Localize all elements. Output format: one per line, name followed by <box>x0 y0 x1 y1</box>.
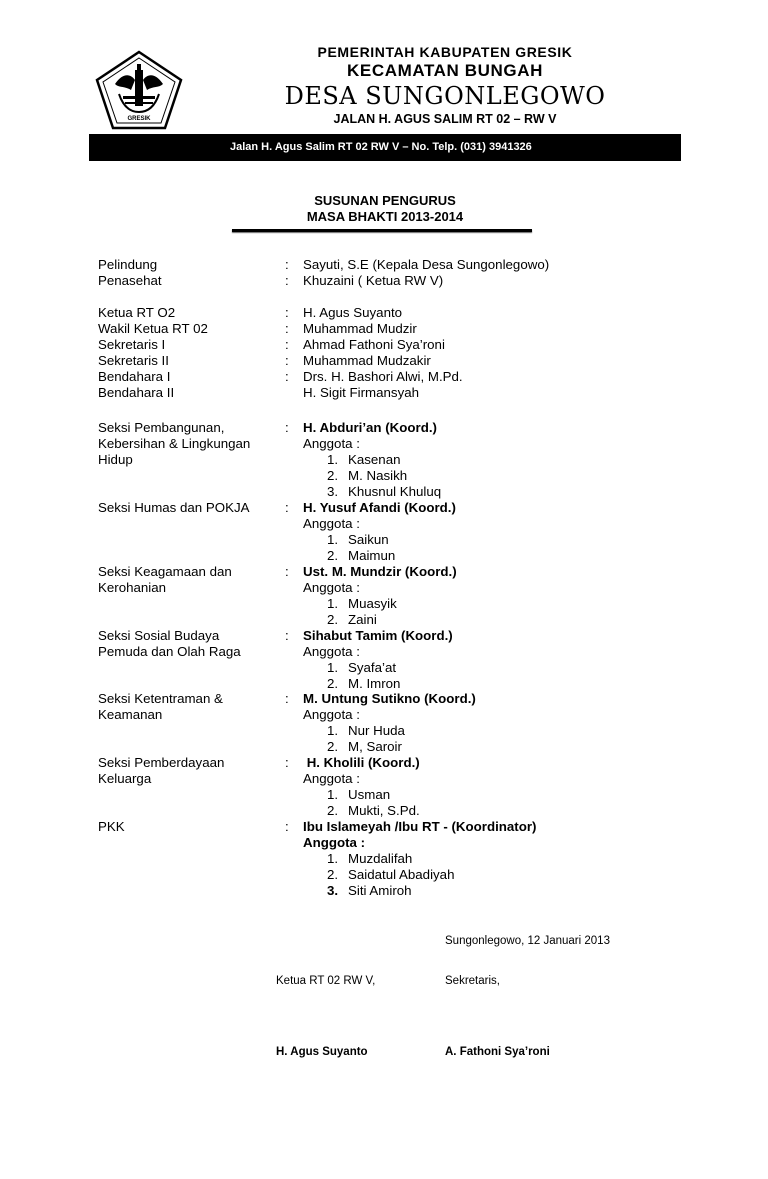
member-number: 2. <box>327 739 339 754</box>
section-label: Keluarga <box>98 771 152 786</box>
section-colon: : <box>285 564 289 579</box>
right-signatory-name: A. Fathoni Sya’roni <box>445 1046 550 1058</box>
header-address: JALAN H. AGUS SALIM RT 02 – RW V <box>333 112 557 126</box>
section-label: Seksi Pembangunan, <box>98 420 225 435</box>
section-colon: : <box>285 755 289 770</box>
header-government: PEMERINTAH KABUPATEN GRESIK <box>317 44 573 60</box>
section-colon: : <box>285 420 289 435</box>
section-label: Seksi Sosial Budaya <box>98 628 220 643</box>
row-label: Wakil Ketua RT 02 <box>98 321 208 336</box>
row-label: Sekretaris II <box>98 353 169 368</box>
row-value: H. Agus Suyanto <box>303 305 403 320</box>
title-underline <box>232 229 532 232</box>
section-label: Keamanan <box>98 707 163 722</box>
section-colon: : <box>285 691 289 706</box>
member-number: 3. <box>327 883 339 898</box>
section-members-label: Anggota : <box>303 436 360 451</box>
left-signatory-name: H. Agus Suyanto <box>276 1046 368 1058</box>
member-number: 1. <box>327 723 339 738</box>
row-colon: : <box>285 337 289 352</box>
member-name: Kasenan <box>348 452 401 467</box>
section-members-label: Anggota : <box>303 771 360 786</box>
member-number: 1. <box>327 532 339 547</box>
gresik-regency-emblem <box>95 50 183 130</box>
member-name: Siti Amiroh <box>348 883 412 898</box>
row-value: Ahmad Fathoni Sya’roni <box>303 337 445 352</box>
row-label: Pelindung <box>98 257 158 272</box>
section-coordinator: H. Abduri’an (Koord.) <box>303 420 437 435</box>
member-name: Muzdalifah <box>348 851 413 866</box>
section-colon: : <box>285 628 289 643</box>
member-name: Khusnul Khuluq <box>348 484 442 499</box>
row-colon: : <box>285 305 289 320</box>
section-members-label: Anggota : <box>303 580 360 595</box>
section-coordinator: Ibu Islameyah /Ibu RT - (Koordinator) <box>303 819 537 834</box>
document-title: SUSUNAN PENGURUS <box>314 193 456 208</box>
header-district: KECAMATAN BUNGAH <box>347 61 543 80</box>
row-value: Drs. H. Bashori Alwi, M.Pd. <box>303 369 463 384</box>
section-coordinator: Sihabut Tamim (Koord.) <box>303 628 453 643</box>
right-signatory-role: Sekretaris, <box>445 975 500 987</box>
section-members-label: Anggota : <box>303 516 360 531</box>
row-value: Khuzaini ( Ketua RW V) <box>303 273 444 288</box>
member-number: 1. <box>327 851 339 866</box>
row-label: Bendahara II <box>98 385 175 400</box>
section-members-label: Anggota : <box>303 835 366 850</box>
member-name: Zaini <box>348 612 377 627</box>
row-colon: : <box>285 321 289 336</box>
member-name: M, Saroir <box>348 739 402 754</box>
section-label: Hidup <box>98 452 133 467</box>
member-number: 2. <box>327 548 339 563</box>
member-number: 2. <box>327 612 339 627</box>
member-name: Saidatul Abadiyah <box>348 867 455 882</box>
section-label: Kebersihan & Lingkungan <box>98 436 251 451</box>
member-number: 2. <box>327 867 339 882</box>
member-number: 1. <box>327 787 339 802</box>
member-number: 2. <box>327 676 339 691</box>
section-label: Seksi Keagamaan dan <box>98 564 232 579</box>
row-label: Penasehat <box>98 273 162 288</box>
row-colon: : <box>285 353 289 368</box>
member-name: Mukti, S.Pd. <box>348 803 420 818</box>
member-name: Usman <box>348 787 391 802</box>
row-value: Sayuti, S.E (Kepala Desa Sungonlegowo) <box>303 257 550 272</box>
document-subtitle: MASA BHAKTI 2013-2014 <box>306 209 464 224</box>
row-colon: : <box>285 273 289 288</box>
section-coordinator: H. Yusuf Afandi (Koord.) <box>303 500 456 515</box>
place-date: Sungonlegowo, 12 Januari 2013 <box>445 935 610 947</box>
section-coordinator: M. Untung Sutikno (Koord.) <box>303 691 476 706</box>
section-coordinator: Ust. M. Mundzir (Koord.) <box>303 564 457 579</box>
member-name: Syafa’at <box>348 660 397 675</box>
row-value: H. Sigit Firmansyah <box>303 385 420 400</box>
member-number: 2. <box>327 468 339 483</box>
row-label: Ketua RT O2 <box>98 305 176 320</box>
row-label: Bendahara I <box>98 369 171 384</box>
section-members-label: Anggota : <box>303 707 360 722</box>
member-name: Nur Huda <box>348 723 405 738</box>
section-label: Kerohanian <box>98 580 167 595</box>
header-village: DESA SUNGONLEGOWO <box>284 82 606 110</box>
member-name: Muasyik <box>348 596 397 611</box>
member-name: M. Nasikh <box>348 468 408 483</box>
member-name: Saikun <box>348 532 389 547</box>
member-name: M. Imron <box>348 676 401 691</box>
row-colon: : <box>285 369 289 384</box>
member-name: Maimun <box>348 548 396 563</box>
left-signatory-role: Ketua RT 02 RW V, <box>276 975 376 987</box>
section-label: Seksi Pemberdayaan <box>98 755 225 770</box>
section-colon: : <box>285 500 289 515</box>
svg-text:GRESIK: GRESIK <box>127 116 151 122</box>
section-label: Seksi Ketentraman & <box>98 691 223 706</box>
section-label: Seksi Humas dan POKJA <box>98 500 250 515</box>
emblem-icon <box>95 50 183 130</box>
row-colon: : <box>285 257 289 272</box>
member-number: 3. <box>327 484 339 499</box>
section-members-label: Anggota : <box>303 644 360 659</box>
row-label: Sekretaris I <box>98 337 166 352</box>
section-coordinator: H. Kholili (Koord.) <box>303 755 420 770</box>
member-number: 1. <box>327 452 339 467</box>
header-contact-text: Jalan H. Agus Salim RT 02 RW V – No. Telp. (031) 3941326 <box>230 141 532 153</box>
member-number: 2. <box>327 803 339 818</box>
member-number: 1. <box>327 660 339 675</box>
section-label: PKK <box>98 819 125 834</box>
section-colon: : <box>285 819 289 834</box>
row-value: Muhammad Mudzakir <box>303 353 431 368</box>
section-label: Pemuda dan Olah Raga <box>98 644 241 659</box>
row-value: Muhammad Mudzir <box>303 321 417 336</box>
member-number: 1. <box>327 596 339 611</box>
